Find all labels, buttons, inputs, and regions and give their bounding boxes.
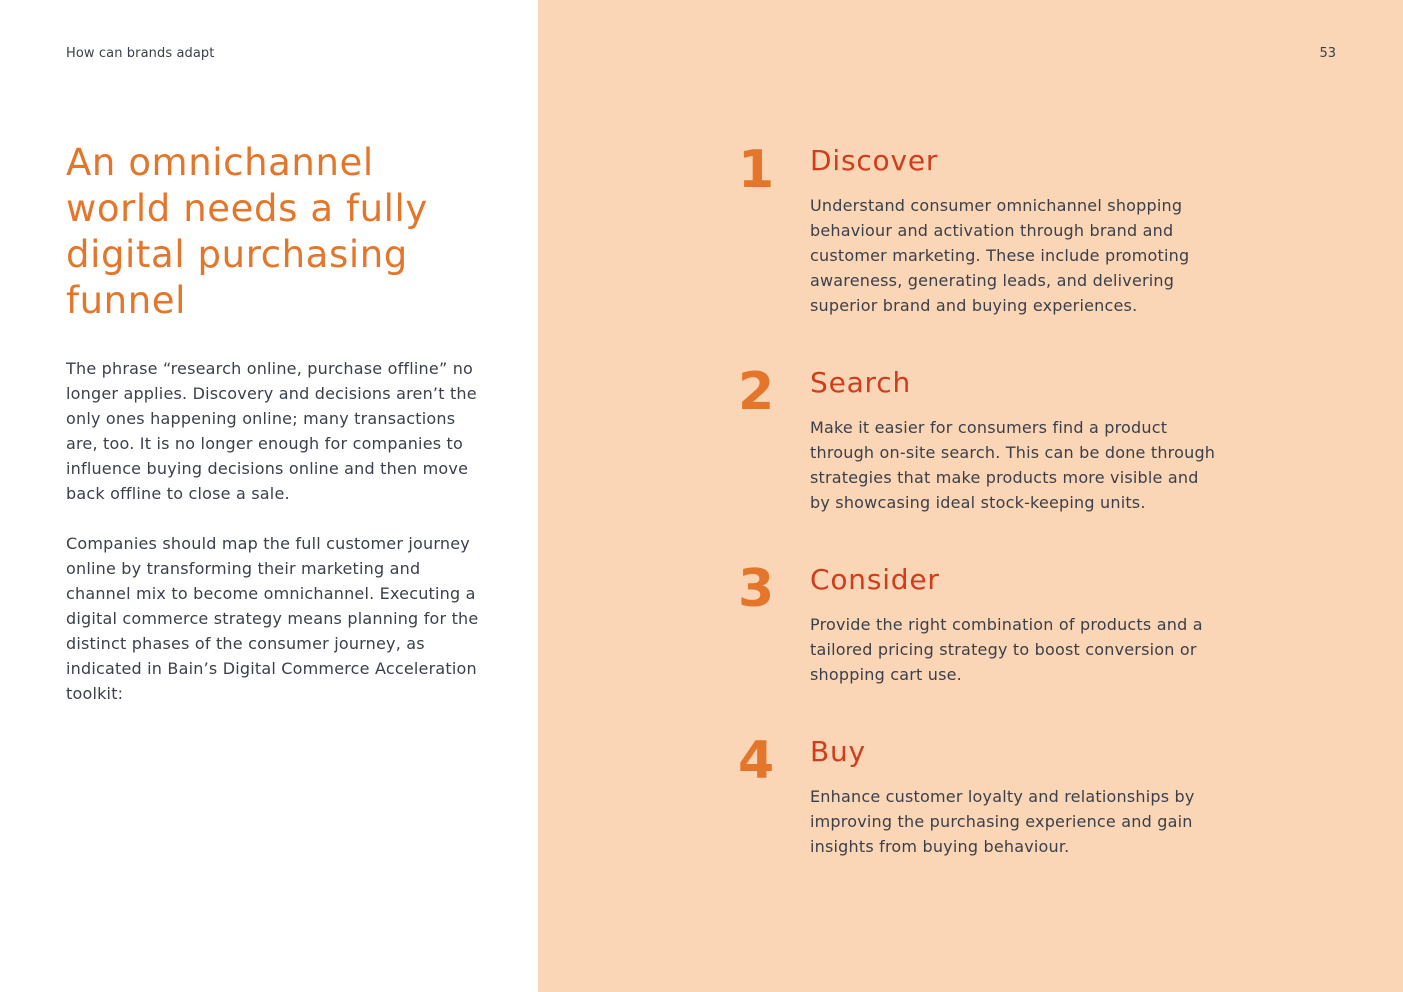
step-number: 4: [738, 731, 775, 791]
left-panel: [0, 0, 538, 992]
step-title: Discover: [810, 144, 939, 177]
page-title: An omnichannel world needs a fully digital purchasing funnel: [66, 141, 428, 322]
intro-paragraph-2: Companies should map the full customer journey online by transforming their marketing and channel mix to become omnichannel. Executing a digital commerce strategy means planning for the distinct phases of the consumer journey, as indicated in Bain’s Digital Commerce Acceleration toolkit:: [66, 534, 479, 703]
step-description: Understand consumer omnichannel shopping behaviour and activation through brand and customer marketing. These include promoting awareness, generating leads, and delivering superior brand and buying experiences.: [810, 196, 1190, 315]
step-title: Consider: [810, 563, 940, 596]
section-label: How can brands adapt: [66, 46, 215, 61]
step-number: 3: [738, 559, 775, 619]
step-number: 2: [738, 362, 775, 422]
step-title: Buy: [810, 735, 866, 768]
step-description: Provide the right combination of products and a tailored pricing strategy to boost conversion or shopping cart use.: [810, 615, 1203, 684]
step-description: Enhance customer loyalty and relationships by improving the purchasing experience and gain insights from buying behaviour.: [810, 787, 1195, 856]
step-description: Make it easier for consumers find a product through on-site search. This can be done through strategies that make products more visible and by showcasing ideal stock-keeping units.: [810, 418, 1216, 512]
right-panel: [538, 0, 1403, 992]
step-title: Search: [810, 366, 911, 399]
intro-paragraph-1: The phrase “research online, purchase offline” no longer applies. Discovery and decisions aren’t the only ones happening online; many transactions are, too. It is no longer enough for companies to influence buying decisions online and then move back offline to close a sale.: [66, 359, 477, 503]
step-number: 1: [738, 140, 775, 200]
page-number: 53: [1319, 46, 1336, 61]
